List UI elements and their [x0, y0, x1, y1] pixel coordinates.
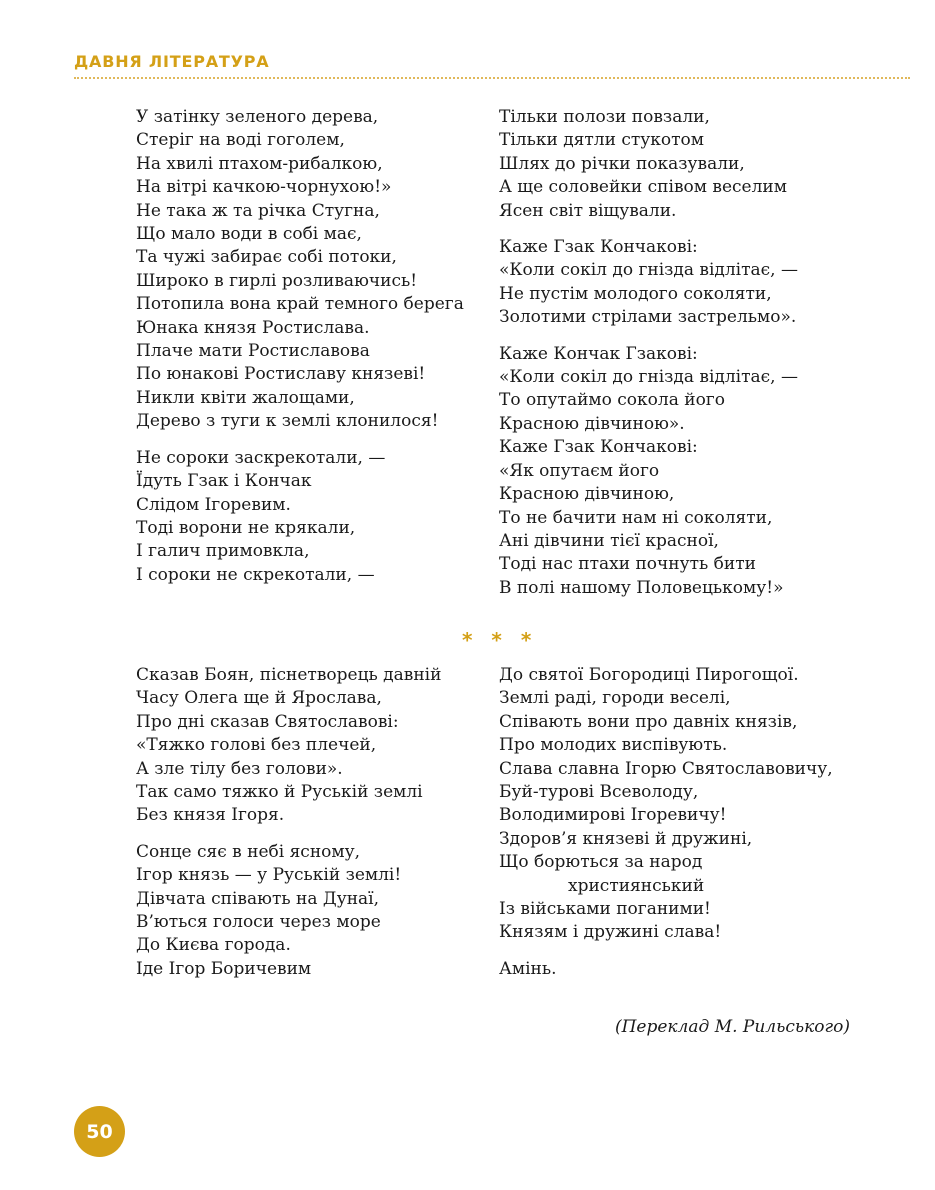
poem-line: Співають вони про давніх князів, — [499, 711, 798, 732]
poem-column-bottom-left — [136, 664, 506, 994]
poem-line: Часу Олега ще й Ярослава, — [136, 688, 382, 709]
poem-line: Ясен світ віщували. — [499, 200, 677, 221]
poem-line: Слідом Ігоревим. — [136, 494, 291, 515]
poem-column-top-left — [136, 106, 506, 600]
poem-line: «Коли сокіл до гнізда відлітає, — — [499, 260, 798, 281]
poem-line: Сонце сяє в небі ясному, — [136, 841, 361, 862]
poem-line: Каже Кончак Гзакові: — [499, 343, 698, 364]
poem-line: У затінку зеленого дерева, — [136, 107, 379, 127]
poem-line: Здоров’я князеві й дружині, — [499, 828, 753, 849]
stanza — [136, 841, 506, 981]
stanza — [136, 447, 506, 587]
poem-line: Ані дівчини тієї красної, — [499, 530, 719, 551]
poem-line: На хвилі птахом-рибалкою, — [136, 153, 383, 174]
poem-line: «Як опутаєм його — [499, 460, 660, 481]
poem-line: До Києва города. — [136, 935, 291, 956]
poem-column-bottom-right — [499, 664, 869, 994]
poem-line: Тоді нас птахи почнуть бити — [499, 554, 756, 575]
poem-line: Так само тяжко й Руській землі — [136, 782, 423, 803]
poem-line: «Тяжко голові без плечей, — [136, 735, 377, 756]
poem-line: Їдуть Гзак і Кончак — [136, 471, 312, 492]
stanza-separator: * * * — [462, 628, 538, 652]
stanza — [499, 958, 869, 981]
poem-line: Красною дівчиною». — [499, 413, 685, 434]
poem-line: Не сороки заскрекотали, — — [136, 447, 386, 468]
stanza — [499, 343, 869, 600]
poem-line: Плаче мати Ростиславова — [136, 341, 370, 362]
poem-line: На вітрі качкою-чорнухою!» — [136, 177, 392, 198]
poem-line: християнський — [568, 875, 705, 896]
poem-line: Та чужі забирає собі потоки, — [136, 247, 397, 268]
page-number-badge: 50 — [74, 1106, 125, 1157]
poem-line: То не бачити нам ні соколяти, — [499, 507, 773, 528]
poem-line: Никли квіти жалощами, — [136, 387, 355, 408]
stanza — [499, 664, 869, 945]
poem-line: Каже Гзак Кончакові: — [499, 237, 698, 258]
poem-line: Тоді ворони не крякали, — [136, 517, 356, 538]
poem-line: Шлях до річки показували, — [499, 153, 745, 174]
stanza — [499, 236, 869, 330]
poem-line: Каже Гзак Кончакові: — [499, 437, 698, 458]
poem-line: Не така ж та річка Стугна, — [136, 200, 380, 221]
poem-line: Що борються за народ — [499, 852, 703, 873]
poem-line: Амінь. — [499, 958, 557, 979]
poem-line: То опутаймо сокола його — [499, 390, 725, 411]
poem-line: І сороки не скрекотали, — — [136, 564, 375, 585]
stanza — [136, 664, 506, 828]
poem-line: Юнака князя Ростислава. — [136, 317, 370, 338]
poem-line: Сказав Боян, піснетворець давній — [136, 665, 442, 685]
poem-line: Землі раді, городи веселі, — [499, 688, 731, 709]
poem-line: Золотими стрілами застрельмо». — [499, 307, 797, 328]
section-title: ДАВНЯ ЛІТЕРАТУРА — [74, 52, 270, 71]
poem-line: В’ються голоси через море — [136, 912, 381, 933]
poem-line: Не пустім молодого соколяти, — [499, 283, 772, 304]
poem-line: Стеріг на воді гоголем, — [136, 130, 345, 151]
poem-line: По юнакові Ростиславу князеві! — [136, 364, 426, 385]
poem-line: Без князя Ігоря. — [136, 805, 285, 826]
poem-line: Ігор князь — у Руській землі! — [136, 865, 402, 886]
poem-line: Про молодих виспівують. — [499, 735, 728, 756]
poem-line: Красною дівчиною, — [499, 484, 675, 505]
poem-line: До святої Богородиці Пирогощої. — [499, 665, 799, 685]
poem-line: Потопила вона край темного берега — [136, 294, 464, 315]
poem-line: Буй-турові Всеволоду, — [499, 782, 699, 803]
poem-line: Володимирові Ігоревичу! — [499, 805, 727, 826]
header-divider — [74, 77, 910, 79]
poem-line: В полі нашому Половецькому!» — [499, 577, 784, 598]
poem-line: І галич примовкла, — [136, 541, 310, 562]
poem-line: Тільки дятли стукотом — [499, 130, 704, 151]
poem-line: «Коли сокіл до гнізда відлітає, — — [499, 367, 798, 388]
poem-line: Широко в гирлі розливаючись! — [136, 270, 418, 291]
poem-line: Слава славна Ігорю Святославовичу, — [499, 758, 833, 779]
poem-line: А зле тілу без голови». — [136, 758, 343, 779]
poem-line: Князям і дружині слава! — [499, 922, 722, 943]
poem-column-top-right — [499, 106, 869, 613]
stanza — [499, 106, 869, 223]
poem-line: Дерево з туги к землі клонилося! — [136, 411, 439, 432]
stanza — [136, 106, 506, 434]
poem-line: Дівчата співають на Дунаї, — [136, 888, 380, 909]
poem-line: Тільки полози повзали, — [499, 107, 710, 127]
poem-line: Про дні сказав Святославові: — [136, 711, 399, 732]
poem-line: А ще соловейки співом веселим — [499, 177, 787, 198]
poem-line: Із військами поганими! — [499, 899, 711, 920]
translation-credit: (Переклад М. Рильського) — [614, 1017, 850, 1037]
poem-line: Що мало води в собі має, — [136, 224, 362, 245]
poem-line: Іде Ігор Боричевим — [136, 958, 312, 979]
